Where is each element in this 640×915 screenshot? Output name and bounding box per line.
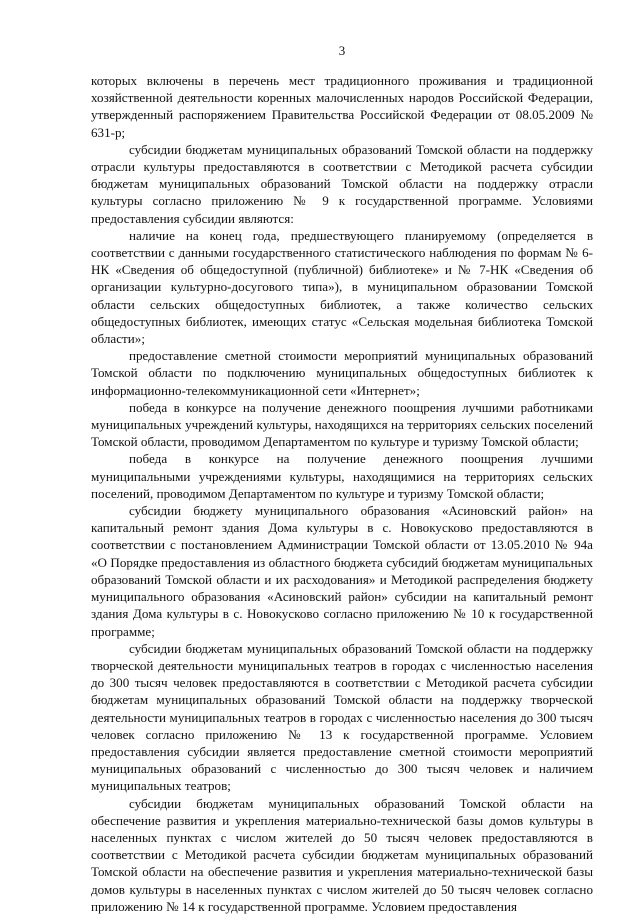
paragraph: субсидии бюджетам муниципальных образований Томской области на поддержку творческой деятельности муниципальных театров в городах с численностью населения до 300 тысяч человек предоставляются в соответствии с Методикой расчета субсидии бюджетам муниципальных образований Томской области на поддержку творческой деятельности муниципальных театров в городах с численностью населения до 300 тысяч человек согласно приложению № 13 к государственной программе. Условием предоставления субсидии является предоставление сметной стоимости мероприятий муниципальных образований с численностью до 300 тысяч человек и наличием муниципальных театров;: [91, 640, 593, 794]
paragraph: субсидии бюджетам муниципальных образований Томской области на обеспечение развития и укрепления материально-технической базы домов культуры в населенных пунктах с числом жителей до 50 тысяч человек предоставляются в соответствии с Методикой расчета субсидии бюджетам муниципальных образований Томской области на обеспечение развития и укрепления материально-технической базы домов культуры в населенных пунктах с числом жителей до 50 тысяч человек согласно приложению № 14 к государственной программе. Условием предоставления: [91, 795, 593, 914]
paragraph: которых включены в перечень мест традиционного проживания и традиционной хозяйственной деятельности коренных малочисленных народов Российской Федерации, утвержденный распоряжением Правительства Российской Федерации от 08.05.2009 № 631-р;: [91, 73, 593, 140]
paragraph: субсидии бюджетам муниципальных образований Томской области на поддержку отрасли культуры предоставляются в соответствии с Методикой расчета субсидии бюджетам муниципальных образований Томской области на поддержку отрасли культуры согласно приложению № 9 к государственной программе. Условиями предоставления субсидии являются:: [91, 141, 593, 226]
paragraph: предоставление сметной стоимости мероприятий муниципальных образований Томской области по подключению муниципальных общедоступных библиотек к информационно-телекоммуникационной сети «Интернет»;: [91, 348, 593, 398]
document-body: [91, 72, 593, 915]
paragraph: субсидии бюджету муниципального образования «Асиновский район» на капитальный ремонт здания Дома культуры в с. Новокусково предоставляются в соответствии с постановлением Администрации Томской области от 13.05.2010 № 94а «О Порядке предоставления из областного бюджета субсидий бюджетам муниципальных образований Томской области и их расходования» и Методикой распределения бюджету муниципального образования «Асиновский район» субсидии на капитальный ремонт здания Дома культуры в с. Новокусково согласно приложению № 10 к государственной программе;: [91, 503, 593, 639]
paragraph: победа в конкурсе на получение денежного поощрения лучшими работниками муниципальных учреждений культуры, находящихся на территориях сельских поселений Томской области, проводимом Департаментом по культуре и туризму Томской области;: [91, 399, 593, 450]
paragraph: наличие на конец года, предшествующего планируемому (определяется в соответствии с данными государственного статистического наблюдения по формам № 6-НК «Сведения об общедоступной (публичной) библиотеке» и № 7-НК «Сведения об организации культурно-досугового типа»), в муниципальном образовании Томской области сельских общедоступных библиотек, а также количество сельских общедоступных библиотек, имеющих статус «Сельская модельная библиотека Томской области»;: [91, 227, 593, 347]
paragraph: победа в конкурсе на получение денежного поощрения лучшими муниципальными учреждениями культуры, находящимися на территориях сельских поселений, проводимом Департаментом по культуре и туризму Томской области;: [91, 451, 593, 501]
page-number: 3: [338, 43, 346, 58]
